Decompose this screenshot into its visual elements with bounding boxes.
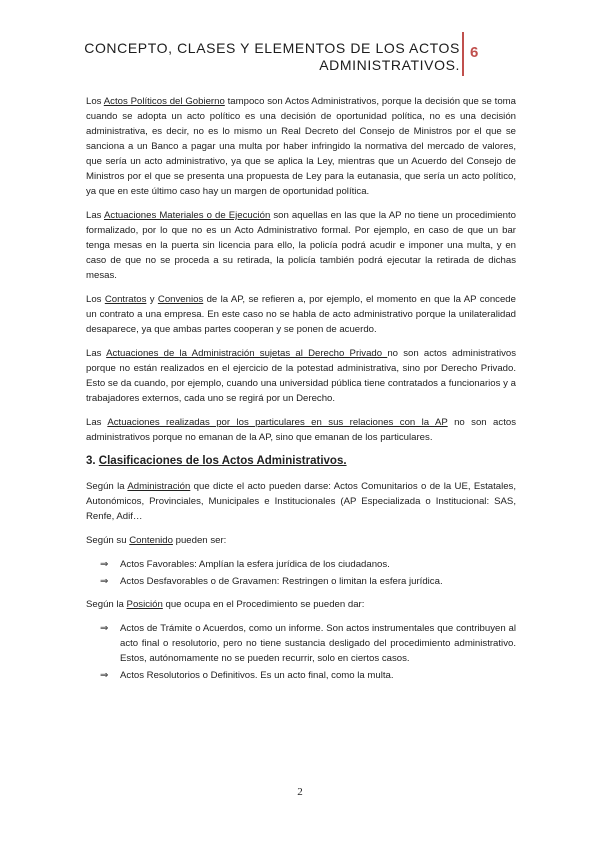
text-segment: Según la — [86, 481, 128, 492]
term-derecho-privado: Actuaciones de la Administración sujetas al Derecho Privado — [106, 348, 388, 359]
paragraph-particulares — [86, 415, 516, 445]
contenido-list — [86, 557, 516, 589]
chapter-number: 6 — [470, 44, 479, 61]
text-segment: pueden ser: — [172, 535, 227, 546]
page-content — [86, 94, 516, 691]
header-title-line2: ADMINISTRATIVOS. — [319, 57, 460, 73]
list-item — [100, 621, 516, 666]
list-item-text: Actos de Trámite o Acuerdos, como un informe. Son actos instrumentales que contribuyen al acto final o resolutorio, pero no tiene sustancia desligado del procedimiento administrativo. Estos, autónomamente no se pueden recurrir, solo en ciertos casos. — [120, 623, 516, 664]
paragraph-segun-administracion — [86, 479, 516, 524]
header-title — [80, 40, 460, 74]
paragraph-contratos-convenios — [86, 292, 516, 337]
list-item-text: Actos Desfavorables o de Gravamen: Restringen o limitan la esfera jurídica. — [120, 576, 443, 587]
list-item-text: Actos Favorables: Amplían la esfera jurídica de los ciudadanos. — [120, 559, 390, 570]
text-segment: de la AP, se refieren a, por ejemplo, el momento en que la AP concede un contrato a una empresa. En este caso no se habla de acto administrativo porque la unilateralidad desaparece, ya que ambas partes cooperan y se ponen de acuerdo. — [86, 294, 516, 335]
paragraph-segun-contenido — [86, 533, 516, 548]
text-segment: Según su — [86, 535, 130, 546]
term-contratos: Contratos — [104, 294, 147, 305]
list-item-text: Actos Resolutorios o Definitivos. Es un acto final, como la multa. — [120, 670, 394, 681]
arrow-icon: ⇒ — [100, 623, 109, 634]
paragraph-segun-posicion — [86, 597, 516, 612]
term-actuaciones-materiales: Actuaciones Materiales o de Ejecución — [104, 210, 271, 221]
header-divider — [462, 32, 464, 76]
text-segment: no son actos administrativos porque no están realizados en el ejercicio de la potestad administrativa, sino por Derecho Privado. Esto se da cuando, por ejemplo, cuando una universidad pública tiene contratados a funcionarios y a trabajadores externos, cada uno se regirá por un Derecho. — [86, 348, 516, 404]
paragraph-actos-politicos — [86, 94, 516, 199]
text-segment: que dicte el acto pueden darse: Actos Comunitarios o de la UE, Estatales, Autonómicos, Provinciales, Municipales e Institucionales (AP Especializada o Institucional: SAS, Renfe, Adif… — [86, 481, 516, 522]
header-title-line1: CONCEPTO, CLASES Y ELEMENTOS DE LOS ACTOS — [84, 40, 460, 56]
list-item — [100, 557, 516, 572]
text-segment: Las — [86, 417, 108, 428]
text-segment: no son actos administrativos porque no emanan de la AP, sino que emanan de los particulares. — [86, 417, 516, 443]
posicion-list — [86, 621, 516, 683]
text-segment: que ocupa en el Procedimiento se pueden dar: — [162, 599, 365, 610]
text-segment: Los — [86, 294, 105, 305]
text-segment: son aquellas en las que la AP no tiene un procedimiento formalizado, por lo que no es un Acto Administrativo formal. Por ejemplo, en caso de que un bar tenga mesas en la puerta sin licencia para ello, la policía podrá acudir e imponer una multa, y en caso de que no se proceda a su retirada, la policía también podrá ejecutar la retirada de dichas mesas. — [86, 210, 516, 281]
page-number: 2 — [297, 786, 303, 798]
text-segment: Las — [86, 210, 104, 221]
term-posicion: Posición — [126, 599, 163, 610]
term-particulares: Actuaciones realizadas por los particulares en sus relaciones con la AP — [107, 417, 448, 428]
term-contenido: Contenido — [129, 535, 173, 546]
paragraph-actuaciones-materiales — [86, 208, 516, 283]
arrow-icon: ⇒ — [100, 670, 109, 681]
text-segment: Los — [86, 96, 104, 107]
section-number: 3. — [86, 455, 99, 467]
text-segment: Según la — [86, 599, 127, 610]
text-segment: tampoco son Actos Administrativos, porque la decisión que se toma cuando se adopta un acto político es una decisión de oportunidad política, no es una decisión administrativa, es decir, no es lo mismo un Real Decreto del Consejo de Ministros por el que se sanciona a un Banco a pagar una multa por haber infringido la normativa del mercado de valores, que sería un acto administrativo, ya que se aplica la Ley, mientras que un Acuerdo del Consejo de Ministros por el que se presenta una propuesta de Ley para la eutanasia, que sería un acto político, ya que en este último caso hay un margen de oportunidad política. — [86, 96, 516, 197]
term-administracion: Administración — [127, 481, 191, 492]
term-convenios: Convenios — [157, 294, 204, 305]
list-item — [100, 668, 516, 683]
arrow-icon: ⇒ — [100, 559, 109, 570]
page-header — [0, 30, 600, 78]
term-actos-politicos: Actos Políticos del Gobierno — [103, 96, 225, 107]
section-title: Clasificaciones de los Actos Administrativos. — [98, 455, 347, 467]
arrow-icon: ⇒ — [100, 576, 109, 587]
paragraph-derecho-privado — [86, 346, 516, 406]
list-item — [100, 574, 516, 589]
text-segment: y — [146, 294, 158, 305]
section-heading — [86, 454, 516, 469]
text-segment: Las — [86, 348, 107, 359]
